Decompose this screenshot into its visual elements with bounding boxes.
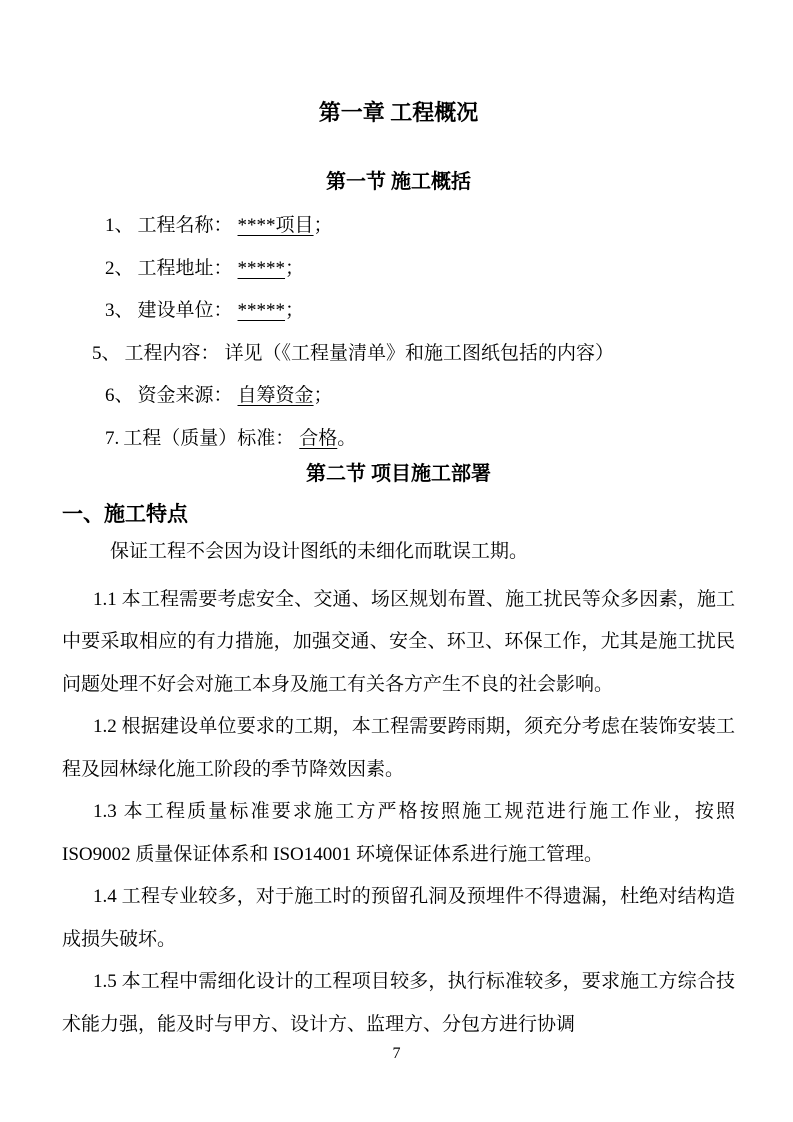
item-value: 合格 [299,427,338,449]
item-number: 6、 [105,385,134,406]
item-label: 资金来源： [137,385,233,406]
item-label: 工程名称： [137,215,233,236]
paragraph-1-1: 1.1 本工程需要考虑安全、交通、场区规划布置、施工扰民等众多因素，施工中要采取相应的有力措施，加强交通、安全、环卫、环保工作，尤其是施工扰民问题处理不好会对施工本身及施工有关各方产生不良的社会影响。 [62,588,735,695]
item-number: 7. [105,427,120,449]
paragraph-1-2: 1.2 根据建设单位要求的工期，本工程需要跨雨期，须充分考虑在装饰安装工程及园林绿化施工阶段的季节降效因素。 [62,716,735,780]
item-label: 工程地址： [137,257,233,279]
item-suffix: ； [313,215,333,236]
list-item-7 [62,418,735,461]
chapter-title: 第一章 工程概况 [318,100,479,125]
item-suffix: ； [285,257,305,279]
section2-title: 第二节 项目施工部署 [306,463,491,485]
list-item-2 [62,248,735,291]
item-label: 工程（质量）标准： [123,427,295,449]
item-number: 2、 [105,257,134,279]
list-item-3 [62,290,735,333]
item-label: 工程内容： [124,342,220,364]
item-suffix: ； [285,300,305,321]
item-value: 自筹资金 [237,385,314,406]
item-value: 详见（《工程量清单》和施工图纸包括的内容） [224,342,615,364]
paragraph-intro: 保证工程不会因为设计图纸的未细化而耽误工期。 [110,541,529,562]
list-item-6 [62,375,735,418]
item-value: ****项目 [237,215,314,236]
item-number: 1、 [105,215,134,236]
item-value: ***** [237,300,286,321]
paragraph-1-5: 1.5 本工程中需细化设计的工程项目较多，执行标准较多，要求施工方综合技术能力强，能及时与甲方、设计方、监理方、分包方进行协调 [62,971,735,1035]
paragraph-1-4: 1.4 工程专业较多，对于施工时的预留孔洞及预埋件不得遗漏，杜绝对结构造成损失破坏。 [62,886,735,950]
page-number: 7 [392,1045,401,1062]
item-value: ***** [237,257,286,279]
subsection-heading: 一、施工特点 [62,502,188,526]
item-number: 5、 [92,342,121,364]
item-suffix: 。 [337,427,357,449]
section1-title: 第一节 施工概括 [326,171,471,193]
item-suffix: ； [313,385,333,406]
item-number: 3、 [105,300,134,321]
paragraph-1-3: 1.3 本工程质量标准要求施工方严格按照施工规范进行施工作业，按照 ISO9002 质量保证体系和 ISO14001 环境保证体系进行施工管理。 [62,801,735,865]
item-label: 建设单位： [137,300,233,321]
list-item-1 [62,205,735,248]
list-item-5 [62,333,735,376]
